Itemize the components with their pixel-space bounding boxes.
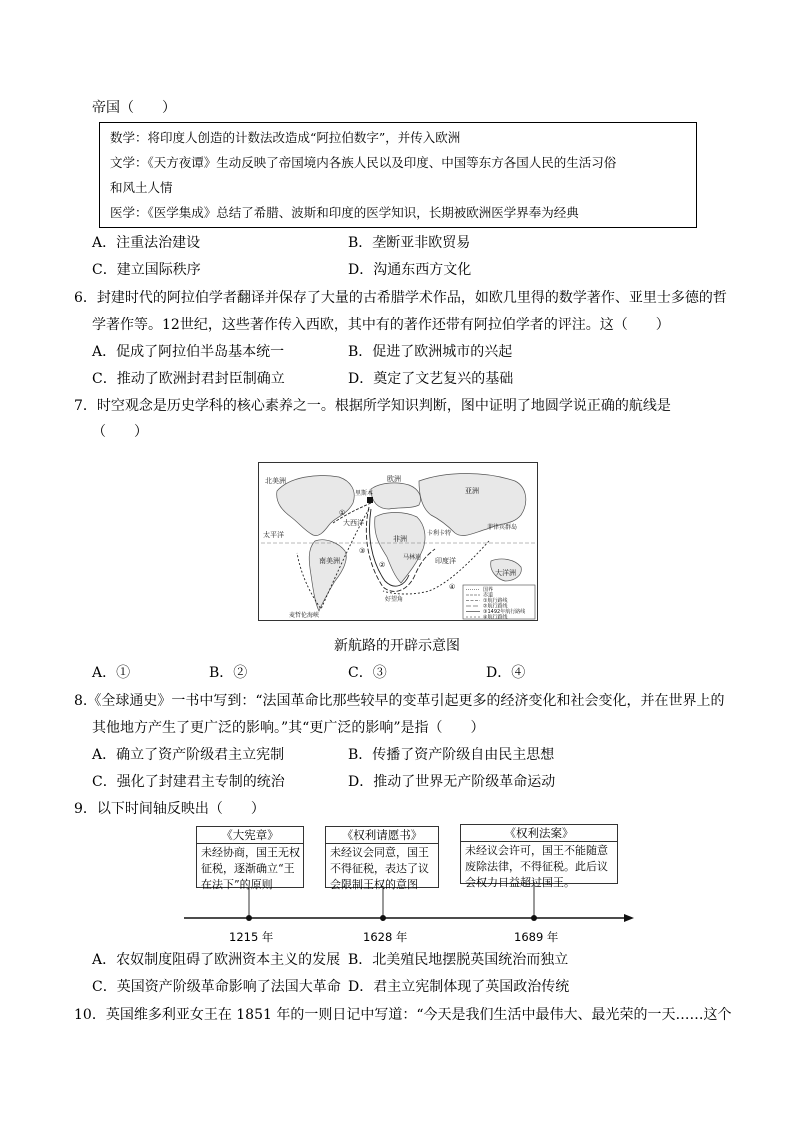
timeline-event-bill-of-rights xyxy=(460,824,618,889)
q8-stem-line1: 8.《全球通史》一书中写到：“法国革命比那些较早的变革引起更多的经济变化和社会变化，并在世界上的 xyxy=(74,693,725,709)
label-africa: 非洲 xyxy=(393,535,407,543)
q9-stem: 9．以下时间轴反映出（ ） xyxy=(74,801,265,817)
event-body: 未经议会同意，国王不得征税，表达了议会限制王权的意图 xyxy=(330,846,429,891)
q7-option-a[interactable]: A．① xyxy=(92,665,131,681)
q5-box-line-medicine: 医学：《医学集成》总结了希腊、波斯和印度的医学知识，长期被欧洲医学界奉为经典 xyxy=(110,205,579,220)
q5-option-d[interactable]: D．沟通东西方文化 xyxy=(348,262,472,278)
label-indian-ocean: 印度洋 xyxy=(435,557,456,565)
q5-box-line-literature: 文学：《天方夜谭》生动反映了帝国境内各族人民以及印度、中国等东方各国人民的生活习俗 xyxy=(110,155,617,170)
event-title: 《大宪章》 xyxy=(197,827,303,844)
q5-option-c[interactable]: C．建立国际秩序 xyxy=(92,262,201,278)
q9-option-c[interactable]: C．英国资产阶级革命影响了法国大革命 xyxy=(92,979,341,995)
timeline-dot-1689 xyxy=(531,915,537,921)
label-oceania: 大洋洲 xyxy=(495,569,516,577)
timeline-year-1215: 1215 年 xyxy=(229,930,274,944)
route-mark-1: ① xyxy=(339,509,346,517)
legend-item-route1: ①航行路线 xyxy=(483,598,508,604)
q8-stem-line2: 其他地方产生了更广泛的影响。”其“更广泛的影响”是指（ ） xyxy=(92,720,485,736)
q5-option-a[interactable]: A．注重法治建设 xyxy=(92,235,201,251)
q7-stem-line2: （ ） xyxy=(92,424,148,440)
q8-option-d[interactable]: D．推动了世界无产阶级革命运动 xyxy=(348,774,556,790)
q10-stem-line1: 10．英国维多利亚女王在 1851 年的一则日记中写道：“今天是我们生活中最伟大、最光荣的一天……这个 xyxy=(74,1007,732,1023)
q7-option-d[interactable]: D．④ xyxy=(486,665,526,681)
timeline-event-petition-of-right xyxy=(325,826,439,891)
timeline-axis xyxy=(180,880,640,926)
label-atlantic: 大西洋 xyxy=(343,519,364,527)
q6-stem-line1: 6．封建时代的阿拉伯学者翻译并保存了大量的古希腊学术作品，如欧几里得的数学著作、亚里士多德的哲 xyxy=(74,290,727,306)
q6-option-d[interactable]: D．奠定了文艺复兴的基础 xyxy=(348,371,514,387)
event-body: 未经协商，国王无权征税，逐渐确立“王在法下”的原则 xyxy=(201,846,300,891)
q6-option-a[interactable]: A．促成了阿拉伯半岛基本统一 xyxy=(92,344,285,360)
label-asia: 亚洲 xyxy=(465,487,479,495)
q8-option-b[interactable]: B．传播了资产阶级自由民主思想 xyxy=(348,747,555,763)
q9-option-b[interactable]: B．北美殖民地摆脱英国统治而独立 xyxy=(348,952,569,968)
new-routes-map xyxy=(258,462,538,621)
q7-option-c[interactable]: C．③ xyxy=(348,665,387,681)
route-mark-4: ④ xyxy=(449,583,456,591)
label-south-america: 南美洲 xyxy=(319,557,340,565)
legend-item-route3: ③1492年航行路线 xyxy=(483,609,526,615)
q5-material-box xyxy=(99,122,697,228)
q5-box-line-literature-cont: 和风土人情 xyxy=(110,180,173,195)
q7-option-b[interactable]: B．② xyxy=(209,665,248,681)
event-body: 未经议会许可，国王不能随意废除法律，不得征税。此后议会权力日益超过国王。 xyxy=(465,844,608,889)
q8-option-c[interactable]: C．强化了封建君主专制的统治 xyxy=(92,774,285,790)
event-title: 《权利请愿书》 xyxy=(326,827,438,844)
south-america-land xyxy=(309,540,346,611)
label-lisbon: 里斯本 xyxy=(355,490,374,497)
label-north-america: 北美洲 xyxy=(265,477,286,485)
q6-option-c[interactable]: C．推动了欧洲封君封臣制确立 xyxy=(92,371,285,387)
europe-land xyxy=(371,483,421,509)
timeline-dot-1215 xyxy=(246,915,252,921)
event-title: 《权利法案》 xyxy=(461,825,617,842)
q5-option-b[interactable]: B．垄断亚非欧贸易 xyxy=(348,235,471,251)
route-mark-2: ② xyxy=(379,561,386,569)
q9-option-d[interactable]: D．君主立宪制体现了英国政治传统 xyxy=(348,979,570,995)
label-calicut: 卡利卡特 xyxy=(427,530,452,537)
label-magellan: 麦哲伦海峡 xyxy=(289,612,320,619)
legend-item-route4: ④航行路线 xyxy=(483,614,508,620)
lisbon-marker xyxy=(367,497,373,503)
q6-stem-line2: 学著作等。12世纪，这些著作传入西欧，其中有的著作还带有阿拉伯学者的评注。这（ ） xyxy=(92,317,670,333)
q7-stem-line1: 7．时空观念是历史学科的核心素养之一。根据所学知识判断，图中证明了地圆学说正确的航线是 xyxy=(74,398,671,414)
timeline-year-1628: 1628 年 xyxy=(363,930,408,944)
q9-option-a[interactable]: A．农奴制度阻碍了欧洲资本主义的发展 xyxy=(92,952,341,968)
label-philippines: 菲律宾群岛 xyxy=(487,524,518,531)
timeline-event-magna-carta xyxy=(196,826,304,891)
q6-option-b[interactable]: B．促进了欧洲城市的兴起 xyxy=(348,344,513,360)
label-pacific: 太平洋 xyxy=(263,531,284,539)
africa-land xyxy=(375,513,425,584)
legend-item-border: 国界 xyxy=(483,587,494,593)
timeline-year-1689: 1689 年 xyxy=(514,930,559,944)
q5-box-line-math: 数学：将印度人创造的计数法改造成“阿拉伯数字”，并传入欧洲 xyxy=(110,130,461,145)
legend-item-route2: ②航行路线 xyxy=(483,603,508,610)
timeline-dot-1628 xyxy=(380,915,386,921)
map-svg xyxy=(259,463,537,620)
route-mark-3: ③ xyxy=(359,547,366,555)
label-europe: 欧洲 xyxy=(387,475,401,483)
map-caption: 新航路的开辟示意图 xyxy=(334,638,460,654)
label-cape: 好望角 xyxy=(385,596,404,603)
q5-stem-tail: 帝国（ ） xyxy=(92,100,176,116)
legend-item-equator: 赤道 xyxy=(483,592,494,599)
q8-option-a[interactable]: A．确立了资产阶级君主立宪制 xyxy=(92,747,285,763)
label-malindi: 马林迪 xyxy=(403,554,422,561)
